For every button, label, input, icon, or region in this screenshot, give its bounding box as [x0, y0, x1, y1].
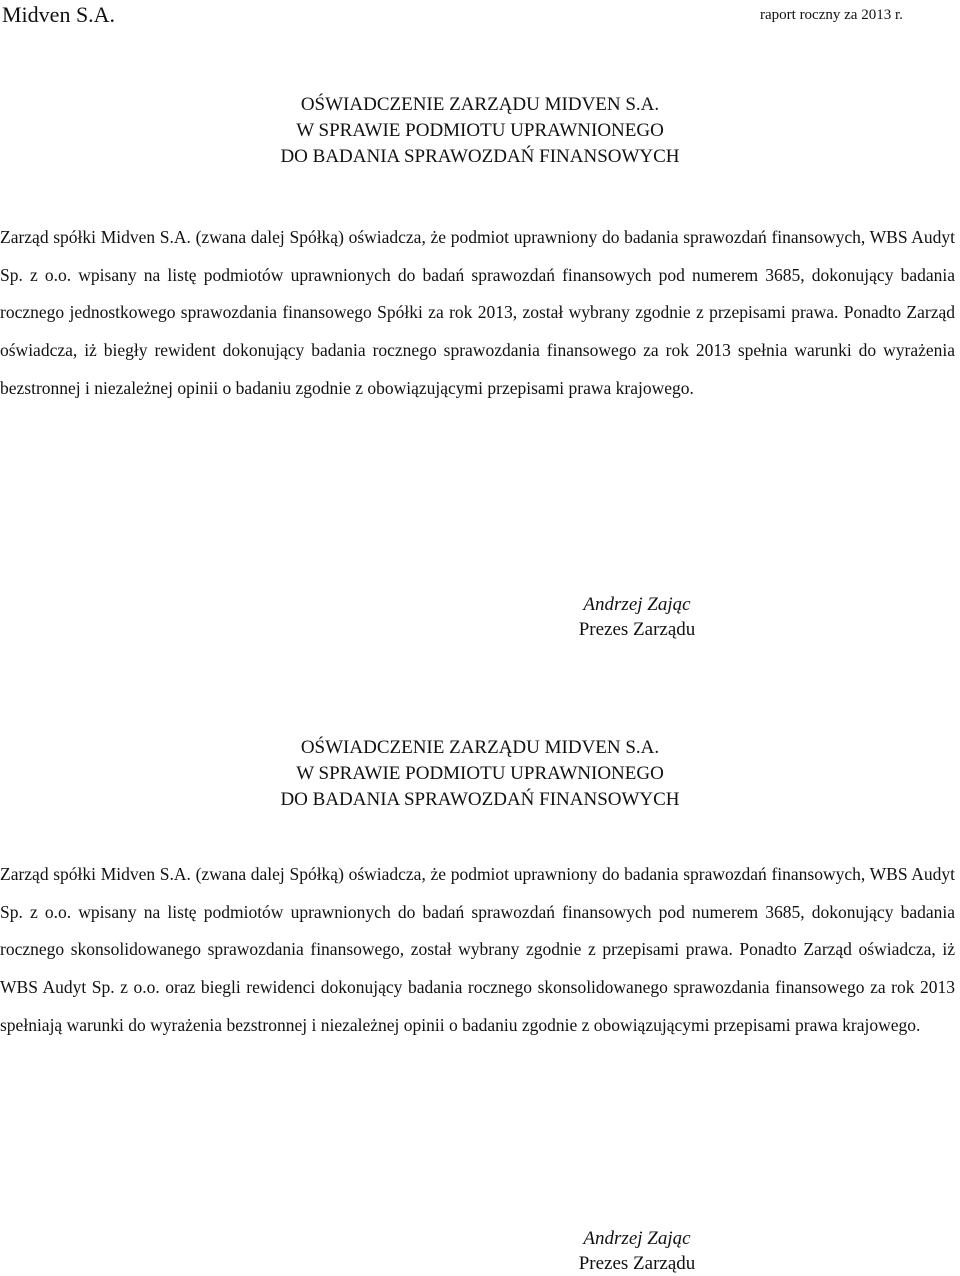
title-line: DO BADANIA SPRAWOZDAŃ FINANSOWYCH — [280, 146, 680, 167]
signature-block-2 — [0, 1226, 960, 1276]
report-label: raport roczny za 2013 r. — [760, 7, 903, 23]
statement-title-1 — [0, 92, 960, 170]
signature-block-1 — [0, 592, 960, 642]
statement-body-2 — [0, 856, 955, 1045]
title-line: OŚWIADCZENIE ZARZĄDU MIDVEN S.A. — [300, 737, 660, 758]
statement-title-2 — [0, 735, 960, 813]
statement-text: Zarząd spółki Midven S.A. (zwana dalej Spółką) oświadcza, że podmiot uprawniony do badania sprawozdań finansowych, WBS Audyt Sp. z o.o. wpisany na listę podmiotów uprawnionych do badań sprawozdań finansowych pod numerem 3685, dokonujący badania rocznego skonsolidowanego sprawozdania finansowego, został wybrany zgodnie z przepisami prawa. Ponadto Zarząd oświadcza, iż WBS Audyt Sp. z o.o. oraz biegli rewidenci dokonujący badania rocznego skonsolidowanego sprawozdania finansowego za rok 2013 spełniają warunki do wyrażenia bezstronnej i niezależnej opinii o badaniu zgodnie z obowiązującymi przepisami prawa krajowego. — [0, 864, 955, 1035]
statement-body-1 — [0, 219, 955, 408]
statement-text: Zarząd spółki Midven S.A. (zwana dalej Spółką) oświadcza, że podmiot uprawniony do badania sprawozdań finansowych, WBS Audyt Sp. z o.o. wpisany na listę podmiotów uprawnionych do badań sprawozdań finansowych pod numerem 3685, dokonujący badania rocznego jednostkowego sprawozdania finansowego Spółki za rok 2013, został wybrany zgodnie z przepisami prawa. Ponadto Zarząd oświadcza, iż biegły rewident dokonujący badania rocznego sprawozdania finansowego za rok 2013 spełnia warunki do wyrażenia bezstronnej i niezależnej opinii o badaniu zgodnie z obowiązującymi przepisami prawa krajowego. — [0, 227, 955, 398]
company-name: Midven S.A. — [2, 2, 116, 27]
signatory-role: Prezes Zarządu — [578, 1253, 696, 1274]
title-line: W SPRAWIE PODMIOTU UPRAWNIONEGO — [296, 763, 664, 784]
signatory-role: Prezes Zarządu — [578, 619, 696, 640]
signatory-name: Andrzej Zając — [583, 594, 691, 615]
signatory-name: Andrzej Zając — [583, 1228, 691, 1249]
title-line: W SPRAWIE PODMIOTU UPRAWNIONEGO — [296, 120, 664, 141]
title-line: OŚWIADCZENIE ZARZĄDU MIDVEN S.A. — [300, 94, 660, 115]
title-line: DO BADANIA SPRAWOZDAŃ FINANSOWYCH — [280, 789, 680, 810]
